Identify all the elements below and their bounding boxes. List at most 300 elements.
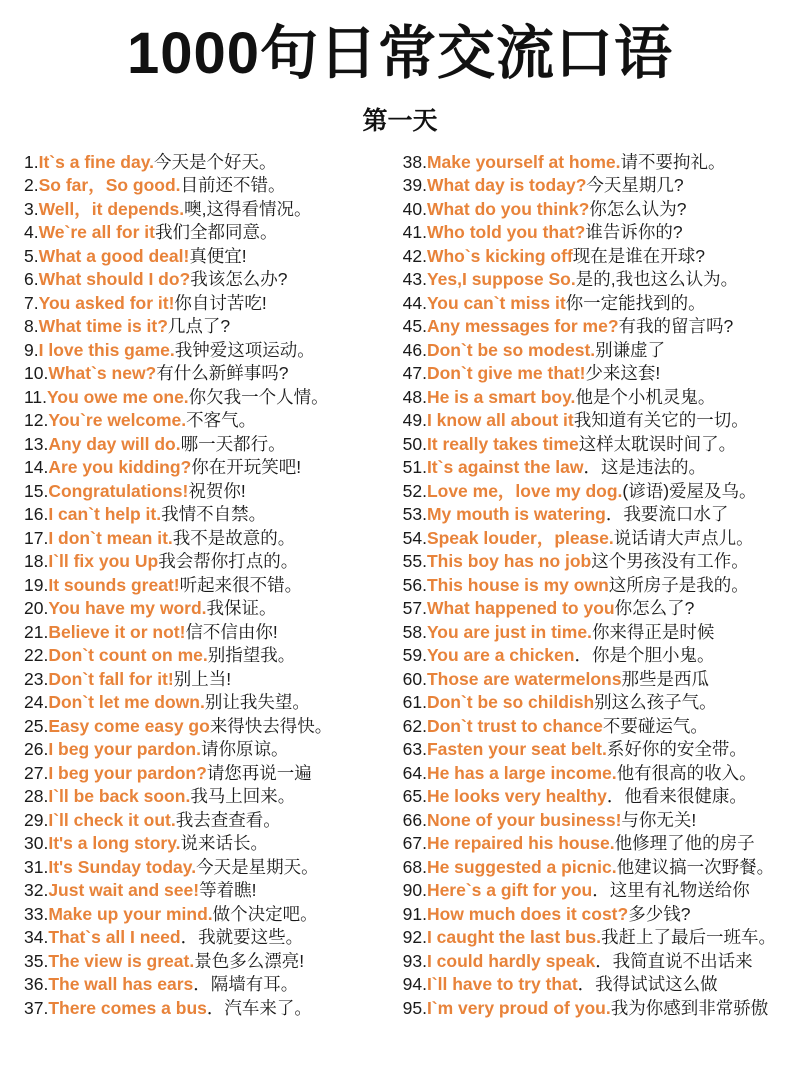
list-item (403, 762, 776, 786)
list-item (403, 245, 776, 269)
item-number: 62. (402, 715, 427, 736)
item-chinese: 做个决定吧。 (212, 903, 318, 924)
item-english: Make yourself at home. (426, 151, 621, 172)
item-number: 3. (24, 198, 39, 219)
item-number: 13. (24, 433, 49, 454)
item-number: 54. (402, 527, 427, 548)
item-chinese: 今天星期几? (586, 175, 684, 196)
item-number: 14. (24, 457, 49, 478)
item-chinese: 今天是个好天。 (154, 151, 277, 172)
item-english: He repaired his house. (426, 833, 615, 854)
item-chinese: 这所房子是我的。 (608, 574, 749, 595)
list-item (24, 832, 393, 856)
list-item (24, 926, 393, 950)
item-chinese: 你在开玩笑吧! (191, 457, 302, 478)
list-item (24, 597, 393, 621)
item-chinese: ．你是个胆小鬼。 (574, 645, 715, 666)
list-item (403, 268, 776, 292)
list-item (24, 715, 393, 739)
list-item (403, 856, 776, 880)
item-english: You are just in time. (426, 621, 592, 642)
item-chinese: 不客气。 (186, 410, 257, 431)
item-chinese: 请您再说一遍 (206, 762, 312, 783)
list-item (24, 856, 393, 880)
list-item (403, 339, 776, 363)
item-english: You`re welcome. (48, 410, 187, 431)
item-number: 22. (24, 645, 49, 666)
item-english: Here`s a gift for you (426, 880, 593, 901)
item-chinese: 我该怎么办? (190, 269, 288, 290)
item-english: I can`t help it. (48, 504, 162, 525)
item-chinese: 说话请大声点儿。 (613, 527, 754, 548)
list-item (24, 315, 393, 339)
item-number: 68. (402, 856, 427, 877)
item-english: You can`t miss it (426, 292, 566, 313)
item-english: Who told you that? (426, 222, 586, 243)
item-number: 93. (402, 950, 427, 971)
item-chinese: 系好你的安全带。 (606, 739, 747, 760)
item-chinese: 我赶上了最后一班车。 (601, 927, 776, 948)
item-number: 58. (402, 621, 427, 642)
item-english: I caught the last bus. (426, 927, 601, 948)
item-english: That`s all I need (48, 927, 181, 948)
list-item (24, 221, 393, 245)
item-english: What should I do? (38, 269, 191, 290)
item-chinese: 信不信由你! (185, 621, 278, 642)
list-item (403, 809, 776, 833)
item-chinese: 我钟爱这项运动。 (174, 339, 315, 360)
item-english: He is a smart boy. (426, 386, 576, 407)
item-number: 8. (24, 316, 39, 337)
list-item (24, 738, 393, 762)
item-english: What do you think? (426, 198, 590, 219)
item-english: You owe me one. (47, 386, 189, 407)
item-chinese: 少来这套! (585, 363, 661, 384)
item-chinese: 你自讨苦吃! (174, 292, 267, 313)
item-english: Those are watermelons (426, 668, 622, 689)
list-item (403, 503, 776, 527)
item-chinese: 这个男孩没有工作。 (591, 551, 749, 572)
item-english: Easy come easy go (48, 715, 210, 736)
list-item (24, 433, 393, 457)
item-chinese: 我会帮你打点的。 (158, 551, 299, 572)
list-item (403, 668, 776, 692)
item-number: 5. (24, 245, 39, 266)
item-number: 12. (24, 410, 49, 431)
list-item (403, 950, 776, 974)
item-english: Believe it or not! (48, 621, 186, 642)
list-item (403, 644, 776, 668)
item-number: 61. (402, 692, 427, 713)
list-item (24, 174, 393, 198)
item-number: 94. (402, 974, 427, 995)
item-chinese: 那些是西瓜 (621, 668, 709, 689)
item-number: 7. (24, 292, 39, 313)
item-english: What`s new? (48, 363, 157, 384)
item-number: 9. (24, 339, 39, 360)
item-chinese: 我为你感到非常骄傲 (610, 997, 769, 1018)
item-english: None of your business! (426, 809, 622, 830)
list-item (403, 832, 776, 856)
list-item (24, 268, 393, 292)
item-number: 16. (24, 504, 49, 525)
item-english: He has a large income. (426, 762, 617, 783)
item-chinese: ．他看来很健康。 (606, 786, 747, 807)
item-chinese: 目前还不错。 (180, 175, 286, 196)
item-chinese: 等着瞧! (199, 880, 257, 901)
item-number: 11. (24, 386, 48, 407)
item-english: Just wait and see! (48, 880, 200, 901)
item-english: It's Sunday today. (48, 856, 197, 877)
item-english: What time is it? (38, 316, 168, 337)
list-item (24, 409, 393, 433)
list-item (24, 879, 393, 903)
item-english: What a good deal! (38, 245, 190, 266)
item-chinese: 你一定能找到的。 (565, 292, 706, 313)
item-number: 6. (24, 269, 39, 290)
item-chinese: 我情不自禁。 (161, 504, 267, 525)
item-chinese: 我保证。 (206, 598, 277, 619)
item-chinese: 别指望我。 (207, 645, 296, 666)
item-chinese: 说来话长。 (180, 833, 269, 854)
item-number: 64. (402, 762, 427, 783)
list-item (403, 480, 776, 504)
item-chinese: 景色多么漂亮! (194, 950, 305, 971)
list-item (403, 527, 776, 551)
list-item (24, 997, 393, 1021)
item-english: Don`t be so modest. (426, 339, 596, 360)
item-number: 44. (402, 292, 427, 313)
item-english: He suggested a picnic. (426, 856, 617, 877)
list-item (24, 574, 393, 598)
item-english: The view is great. (48, 950, 195, 971)
list-item (24, 362, 393, 386)
item-chinese: ．这里有礼物送给你 (592, 880, 750, 901)
item-chinese: 别让我失望。 (204, 692, 310, 713)
item-number: 10. (24, 363, 49, 384)
item-number: 38. (402, 151, 427, 172)
list-item (24, 903, 393, 927)
item-number: 28. (24, 786, 49, 807)
item-english: I don`t mean it. (48, 527, 173, 548)
item-chinese: 我去查查看。 (175, 809, 281, 830)
item-number: 23. (24, 668, 49, 689)
item-number: 4. (24, 222, 39, 243)
item-english: I`ll fix you Up (48, 551, 159, 572)
item-chinese: 你怎么认为? (589, 198, 687, 219)
item-number: 40. (402, 198, 427, 219)
item-number: 24. (24, 692, 49, 713)
item-english: You have my word. (48, 598, 207, 619)
item-number: 31. (24, 856, 49, 877)
list-item (403, 292, 776, 316)
item-chinese: 他建议搞一次野餐。 (616, 856, 775, 877)
list-item (24, 621, 393, 645)
item-english: It`s against the law (426, 457, 584, 478)
item-chinese: 我不是故意的。 (172, 527, 296, 548)
list-item (24, 151, 393, 175)
item-chinese: 请不要拘礼。 (620, 151, 726, 172)
item-chinese: (谚语)爱屋及乌。 (622, 480, 757, 501)
list-item (403, 362, 776, 386)
item-chinese: 多少钱? (628, 903, 691, 924)
list-item (403, 221, 776, 245)
item-chinese: ．隔墙有耳。 (193, 974, 299, 995)
item-number: 56. (402, 574, 427, 595)
item-number: 95. (402, 997, 427, 1018)
item-chinese: 别这么孩子气。 (594, 692, 717, 713)
item-number: 65. (402, 786, 427, 807)
item-number: 43. (402, 269, 427, 290)
item-number: 50. (402, 433, 427, 454)
page-title: 1000句日常交流口语 (126, 21, 674, 86)
item-chinese: 不要碰运气。 (602, 715, 708, 736)
item-english: Don`t give me that! (426, 363, 586, 384)
item-number: 49. (402, 410, 427, 431)
list-item (403, 879, 776, 903)
item-english: Are you kidding? (48, 457, 192, 478)
item-english: Don`t fall for it! (48, 668, 174, 689)
list-item (403, 785, 776, 809)
item-number: 18. (24, 551, 49, 572)
list-item (24, 456, 393, 480)
list-item (24, 809, 393, 833)
item-chinese: ．我就要这些。 (180, 927, 304, 948)
item-english: Any day will do. (48, 433, 181, 454)
list-item (403, 715, 776, 739)
item-number: 34. (24, 927, 49, 948)
item-english: It sounds great! (48, 574, 180, 595)
item-english: Fasten your seat belt. (426, 739, 607, 760)
item-number: 45. (402, 316, 427, 337)
list-item (24, 245, 393, 269)
item-number: 67. (402, 833, 427, 854)
item-chinese: 他是个小机灵鬼。 (575, 386, 716, 407)
item-number: 39. (402, 175, 427, 196)
item-number: 33. (24, 903, 49, 924)
item-english: The wall has ears (48, 974, 194, 995)
item-chinese: 几点了? (167, 316, 231, 337)
item-chinese: 这样太耽误时间了。 (578, 433, 737, 454)
item-english: What happened to you (426, 598, 615, 619)
list-item (403, 997, 776, 1021)
item-number: 59. (402, 645, 427, 666)
item-chinese: 我们全都同意。 (154, 222, 278, 243)
item-english: Don`t trust to chance (426, 715, 603, 736)
item-english: How much does it cost? (426, 903, 629, 924)
item-english: Well，it depends. (38, 198, 185, 219)
item-number: 15. (24, 480, 49, 501)
list-item (403, 198, 776, 222)
item-number: 25. (24, 715, 49, 736)
list-item (24, 198, 393, 222)
item-chinese: ．这是违法的。 (583, 457, 706, 478)
list-item (403, 151, 776, 175)
list-item (24, 668, 393, 692)
list-item (403, 550, 776, 574)
item-english: Who`s kicking off (426, 245, 573, 266)
item-number: 90. (402, 880, 427, 901)
item-number: 30. (24, 833, 49, 854)
item-english: We`re all for it (38, 222, 155, 243)
item-english: What day is today? (426, 175, 587, 196)
item-english: Don`t be so childish (426, 692, 595, 713)
item-english: You are a chicken (426, 645, 575, 666)
item-number: 42. (402, 245, 427, 266)
item-number: 51. (402, 457, 427, 478)
item-chinese: 听起来很不错。 (179, 574, 303, 595)
list-item (24, 644, 393, 668)
item-number: 32. (24, 880, 49, 901)
list-item (403, 174, 776, 198)
list-item (24, 339, 393, 363)
phrase-columns (14, 151, 786, 1021)
list-item (24, 527, 393, 551)
item-english: Any messages for me? (426, 316, 619, 337)
list-item (403, 433, 776, 457)
item-chinese: 有什么新鲜事吗? (156, 363, 289, 384)
item-english: I`ll check it out. (48, 809, 176, 830)
item-number: 60. (402, 668, 427, 689)
list-item (403, 456, 776, 480)
item-chinese: 我知道有关它的一切。 (573, 410, 749, 431)
item-chinese: ．我要流口水了 (605, 504, 729, 525)
item-english: I`ll be back soon. (48, 786, 191, 807)
item-english: I`m very proud of you. (426, 997, 611, 1018)
item-number: 1. (24, 151, 39, 172)
item-chinese: 请你原谅。 (200, 739, 289, 760)
list-item (24, 762, 393, 786)
item-number: 92. (402, 927, 427, 948)
item-english: Make up your mind. (48, 903, 213, 924)
item-chinese: ．我简直说不出话来 (595, 950, 753, 971)
item-chinese: ．汽车来了。 (206, 997, 312, 1018)
item-number: 57. (402, 598, 427, 619)
list-item (403, 409, 776, 433)
item-chinese: ．我得试试这么做 (577, 974, 718, 995)
item-chinese: 今天是星期天。 (196, 856, 319, 877)
item-english: I could hardly speak (426, 950, 596, 971)
item-number: 37. (24, 997, 49, 1018)
item-number: 35. (24, 950, 49, 971)
list-item (24, 691, 393, 715)
item-chinese: 噢,这得看情况。 (184, 198, 312, 219)
list-item (403, 574, 776, 598)
item-chinese: 你怎么了? (614, 598, 695, 619)
item-chinese: 现在是谁在开球? (572, 245, 705, 266)
item-number: 53. (402, 504, 427, 525)
item-english: This house is my own (426, 574, 609, 595)
item-english: I`ll have to try that (426, 974, 578, 995)
item-number: 21. (24, 621, 49, 642)
item-english: I know all about it (426, 410, 574, 431)
item-english: It really takes time (426, 433, 579, 454)
list-item (24, 292, 393, 316)
item-chinese: 是的,我也这么认为。 (575, 269, 739, 290)
list-item (403, 621, 776, 645)
item-number: 27. (24, 762, 49, 783)
item-english: Congratulations! (48, 480, 189, 501)
item-english: Love me，love my dog. (426, 480, 623, 501)
item-number: 52. (402, 480, 427, 501)
list-item (403, 903, 776, 927)
item-chinese: 你来得正是时候 (591, 621, 715, 642)
item-chinese: 他修理了他的房子 (614, 833, 755, 854)
item-chinese: 来得快去得快。 (209, 715, 333, 736)
list-item (403, 691, 776, 715)
list-item (24, 503, 393, 527)
page-subtitle: 第一天 (362, 106, 438, 135)
item-chinese: 我马上回来。 (190, 786, 296, 807)
item-english: Don`t count on me. (48, 645, 208, 666)
list-item (24, 785, 393, 809)
item-english: Don`t let me down. (48, 692, 205, 713)
list-item (403, 973, 776, 997)
item-english: Yes,I suppose So. (426, 269, 576, 290)
item-english: There comes a bus (48, 997, 207, 1018)
item-number: 41. (402, 222, 427, 243)
item-number: 91. (402, 903, 427, 924)
item-number: 29. (24, 809, 49, 830)
list-item (24, 386, 393, 410)
item-chinese: 你欠我一个人情。 (188, 386, 329, 407)
item-english: It's a long story. (48, 833, 181, 854)
item-english: I beg your pardon? (48, 762, 207, 783)
item-number: 48. (402, 386, 427, 407)
item-chinese: 祝贺你! (188, 480, 246, 501)
item-chinese: 哪一天都行。 (180, 433, 286, 454)
item-number: 26. (24, 739, 49, 760)
item-english: He looks very healthy (426, 786, 607, 807)
item-chinese: 有我的留言吗? (618, 316, 734, 337)
item-number: 36. (24, 974, 49, 995)
item-english: My mouth is watering (426, 504, 606, 525)
item-chinese: 谁告诉你的? (585, 222, 683, 243)
item-english: This boy has no job (426, 551, 592, 572)
item-number: 19. (24, 574, 49, 595)
list-item (403, 738, 776, 762)
item-number: 17. (24, 527, 49, 548)
list-item (24, 480, 393, 504)
list-item (403, 597, 776, 621)
list-item (403, 386, 776, 410)
item-chinese: 他有很高的收入。 (616, 762, 757, 783)
item-number: 46. (402, 339, 427, 360)
item-chinese: 别上当! (173, 668, 232, 689)
item-chinese: 别谦虚了 (595, 339, 666, 360)
phrase-column-right (403, 151, 776, 1021)
list-item (403, 926, 776, 950)
item-number: 47. (402, 363, 427, 384)
item-number: 2. (24, 175, 39, 196)
item-english: It`s a fine day. (38, 151, 155, 172)
item-english: I beg your pardon. (48, 739, 201, 760)
item-english: You asked for it! (38, 292, 175, 313)
list-item (403, 315, 776, 339)
item-number: 66. (402, 809, 427, 830)
item-number: 20. (24, 598, 49, 619)
item-english: I love this game. (38, 339, 175, 360)
item-chinese: 与你无关! (621, 809, 697, 830)
item-english: So far，So good. (38, 175, 181, 196)
phrase-column-left (24, 151, 393, 1021)
item-number: 55. (402, 551, 427, 572)
item-number: 63. (402, 739, 427, 760)
item-chinese: 真便宜! (189, 245, 247, 266)
list-item (24, 550, 393, 574)
item-english: Speak louder，please. (426, 527, 614, 548)
list-item (24, 950, 393, 974)
